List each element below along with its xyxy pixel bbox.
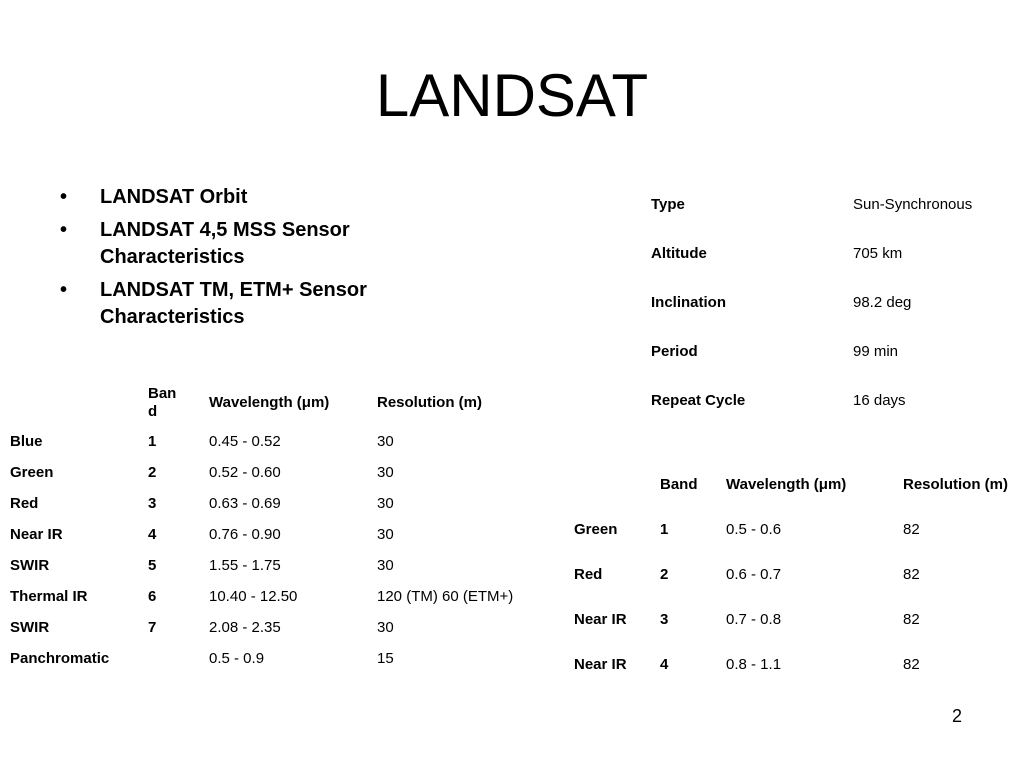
band-number: 3 — [660, 611, 669, 628]
wavelength: 1.55 - 1.75 — [209, 557, 281, 574]
resolution: 30 — [377, 526, 394, 543]
orbit-value: Sun-Synchronous — [853, 196, 973, 213]
orbit-label: Period — [651, 343, 698, 360]
band-number: 3 — [148, 495, 157, 512]
table-row — [10, 550, 547, 581]
resolution: 82 — [903, 611, 920, 628]
band-name: Near IR — [574, 656, 627, 673]
table-row — [10, 643, 547, 674]
header-cell-resolution: Resolution (m) — [377, 394, 482, 411]
wavelength: 0.5 - 0.9 — [209, 650, 265, 667]
table-row — [10, 612, 547, 643]
bullet-item-orbit — [60, 184, 420, 211]
resolution: 15 — [377, 650, 394, 667]
resolution: 82 — [903, 521, 920, 538]
bullet-item-mss — [60, 217, 420, 271]
bullet-item-tm — [60, 277, 420, 331]
bullet-text: LANDSAT Orbit — [100, 186, 248, 208]
table-row — [574, 642, 1024, 687]
slide-title: LANDSAT — [375, 62, 649, 129]
resolution: 30 — [377, 464, 394, 481]
orbit-label: Type — [651, 196, 685, 213]
band-name: Thermal IR — [10, 588, 88, 605]
band-name: SWIR — [10, 557, 50, 574]
table-header-row — [10, 380, 547, 426]
table-row — [10, 581, 547, 612]
resolution: 30 — [377, 557, 394, 574]
table-row — [651, 229, 1023, 278]
band-name: Red — [574, 566, 603, 583]
orbit-label: Repeat Cycle — [651, 392, 746, 409]
header-cell-wavelength: Wavelength (μm) — [209, 394, 330, 411]
orbit-table — [651, 180, 1023, 425]
orbit-value: 98.2 deg — [853, 294, 912, 311]
resolution: 82 — [903, 566, 920, 583]
bullet-marker: • — [60, 279, 68, 301]
orbit-value: 16 days — [853, 392, 906, 409]
band-number: 6 — [148, 588, 157, 605]
wavelength: 0.5 - 0.6 — [726, 521, 782, 538]
bullet-list — [60, 184, 420, 337]
band-number — [148, 643, 209, 674]
resolution: 82 — [903, 656, 920, 673]
table-row — [574, 507, 1024, 552]
table-row — [574, 597, 1024, 642]
wavelength: 2.08 - 2.35 — [209, 619, 281, 636]
band-name: Blue — [10, 433, 43, 450]
band-number: 2 — [660, 566, 669, 583]
band-name: Panchromatic — [10, 650, 110, 667]
resolution: 30 — [377, 619, 394, 636]
wavelength: 0.63 - 0.69 — [209, 495, 281, 512]
table-row — [10, 519, 547, 550]
page-number: 2 — [951, 706, 962, 726]
bullet-text: LANDSAT TM, ETM+ Sensor Characteristics — [100, 279, 367, 328]
band-number: 1 — [660, 521, 669, 538]
band-number: 7 — [148, 619, 157, 636]
wavelength: 10.40 - 12.50 — [209, 588, 298, 605]
band-number: 2 — [148, 464, 157, 481]
table-row — [651, 180, 1023, 229]
header-cell-resolution: Resolution (m) — [903, 476, 1008, 493]
wavelength: 0.76 - 0.90 — [209, 526, 281, 543]
band-name: Near IR — [10, 526, 63, 543]
header-cell-wavelength: Wavelength (μm) — [726, 476, 847, 493]
band-number: 1 — [148, 433, 157, 450]
bullet-marker: • — [60, 186, 68, 208]
tm-sensor-table — [10, 380, 547, 674]
table-header-row — [574, 462, 1024, 507]
table-row — [10, 488, 547, 519]
table-row — [574, 552, 1024, 597]
orbit-label: Inclination — [651, 294, 726, 311]
band-name: Green — [10, 464, 54, 481]
band-number: 5 — [148, 557, 157, 574]
band-number: 4 — [148, 526, 157, 543]
resolution: 120 (TM) 60 (ETM+) — [377, 588, 514, 605]
wavelength: 0.52 - 0.60 — [209, 464, 281, 481]
header-cell — [10, 380, 148, 426]
table-row — [10, 426, 547, 457]
bullet-marker: • — [60, 219, 68, 241]
table-row — [651, 278, 1023, 327]
orbit-label: Altitude — [651, 245, 707, 262]
header-cell — [574, 462, 660, 507]
mss-sensor-table — [574, 462, 1024, 687]
wavelength: 0.7 - 0.8 — [726, 611, 782, 628]
orbit-value: 99 min — [853, 343, 899, 360]
header-cell-band: Ban d — [148, 385, 177, 420]
table-row — [10, 457, 547, 488]
wavelength: 0.45 - 0.52 — [209, 433, 281, 450]
band-name: Green — [574, 521, 618, 538]
resolution: 30 — [377, 433, 394, 450]
band-name: Near IR — [574, 611, 627, 628]
band-number: 4 — [660, 656, 669, 673]
wavelength: 0.8 - 1.1 — [726, 656, 782, 673]
table-row — [651, 376, 1023, 425]
band-name: SWIR — [10, 619, 50, 636]
orbit-value: 705 km — [853, 245, 903, 262]
resolution: 30 — [377, 495, 394, 512]
band-name: Red — [10, 495, 39, 512]
wavelength: 0.6 - 0.7 — [726, 566, 782, 583]
header-cell-band: Band — [660, 476, 698, 493]
table-row — [651, 327, 1023, 376]
bullet-text: LANDSAT 4,5 MSS Sensor Characteristics — [100, 219, 350, 268]
